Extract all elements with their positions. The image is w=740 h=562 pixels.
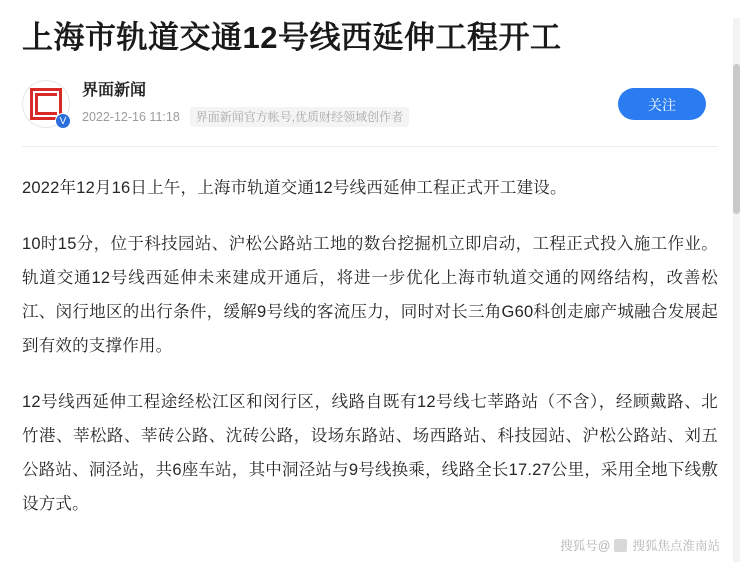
timestamp: 2022-12-16 11:18: [82, 110, 180, 124]
account-tag: 界面新闻官方帐号,优质财经领域创作者: [190, 107, 409, 127]
article-page: [0, 18, 740, 562]
watermark: [560, 536, 720, 554]
publisher-logo-inner-icon: [35, 93, 57, 115]
byline-text: [82, 81, 618, 127]
verified-badge-icon: V: [55, 113, 71, 129]
follow-button[interactable]: 关注: [618, 88, 706, 120]
source-name[interactable]: 界面新闻: [82, 82, 147, 99]
article-paragraph: 2022年12月16日上午，上海市轨道交通12号线西延伸工程正式开工建设。: [22, 179, 567, 197]
watermark-logo-icon: [614, 539, 627, 552]
article-paragraph: 12号线西延伸工程途经松江区和闵行区，线路自既有12号线七莘路站（不含），经顾戴路、北竹港、莘松路、莘砖公路、沈砖公路，设场东路站、场西路站、科技园站、沪松公路站、刘五公路站、洞泾站，共6座车站，其中洞泾站与9号线换乘，线路全长17.27公里，采用全地下线敷设方式。: [22, 393, 718, 513]
avatar[interactable]: [22, 80, 70, 128]
watermark-prefix: 搜狐号@: [560, 539, 611, 553]
scrollbar-thumb[interactable]: [733, 64, 740, 214]
scrollbar[interactable]: [733, 18, 740, 562]
watermark-label: 搜狐焦点淮南站: [632, 539, 720, 553]
page-title: 上海市轨道交通12号线西延伸工程开工: [22, 20, 562, 55]
meta-row: [82, 107, 618, 127]
byline: [22, 80, 718, 147]
article-paragraph: 10时15分，位于科技园站、沪松公路站工地的数台挖掘机立即启动，工程正式投入施工作业。轨道交通12号线西延伸未来建成开通后，将进一步优化上海市轨道交通的网络结构，改善松江、闵行地区的出行条件，缓解9号线的客流压力，同时对长三角G60科创走廊产城融合发展起到有效的支撑作用。: [22, 235, 718, 355]
article-body: [22, 171, 718, 521]
